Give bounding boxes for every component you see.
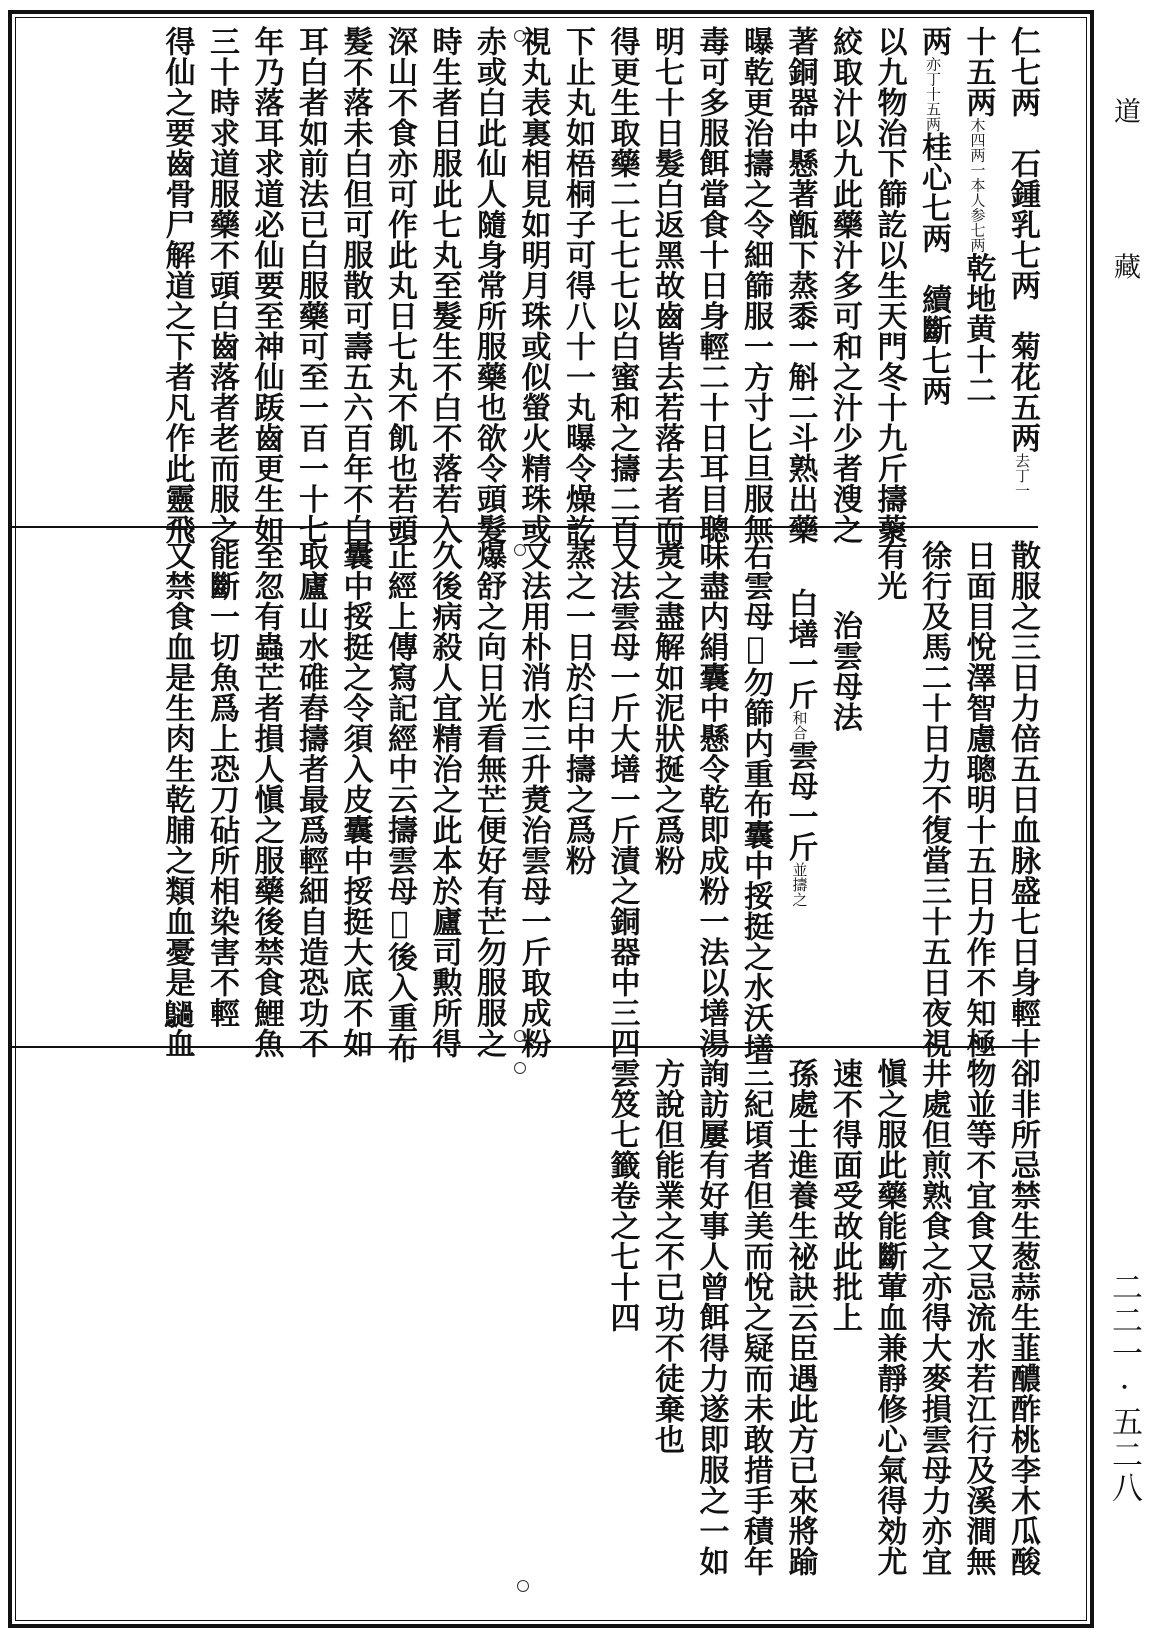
- punctuation-circle: [514, 544, 526, 556]
- text-column: 散服之三日力倍五日血脉盛七日身輕十: [1005, 540, 1040, 1059]
- text-column: 又法用朴消水三升煑治雲母一斤取成粉: [515, 540, 551, 1059]
- text-column: 取廬山水碓舂擣者最爲輕細自造恐功不: [293, 540, 328, 1059]
- text-column: 徐行及馬二十日力不復當三十五日夜視: [916, 540, 951, 1059]
- text-column: 三十時求道服藥不頭白齒落者老而服之: [204, 26, 239, 545]
- text-column: 明七十日髮白返黑故齒皆去若落去者而: [649, 26, 684, 545]
- text-column: 毒可多服餌當食十日身輕二十日耳目聰: [693, 26, 729, 545]
- text-column: 雲笈七籤卷之七十四: [604, 1058, 640, 1333]
- text-column: 两亦丁十五两桂心七两 續斷七两: [916, 26, 951, 406]
- text-column: 下止丸如梧桐子可得八十一丸曝令燥訖: [560, 26, 595, 545]
- text-column: 爆舒之向日光看無芒便好有芒勿服服之: [471, 540, 506, 1059]
- text-column: 治雲母法: [827, 610, 862, 732]
- punctuation-circle: [514, 30, 526, 42]
- text-column: 著銅器中懸著甑下蒸黍一斛二斗熟出藥: [782, 26, 818, 545]
- text-band-bottom: [54, 1058, 1044, 1614]
- text-column: 仁七两 石鍾乳七两 菊花五两去丁一: [1005, 26, 1040, 498]
- punctuation-circle: [514, 1030, 526, 1042]
- punctuation-circle: [514, 1062, 526, 1074]
- text-column: 有光: [871, 540, 907, 601]
- text-column: 以九物治下篩訖以生天門冬十九斤擣藂: [871, 26, 907, 545]
- text-band-middle: [54, 540, 1044, 1064]
- text-column: 速不得面受故此批上: [827, 1058, 862, 1333]
- text-column: 年乃落耳求道必仙要至神仙䟦齒更生如: [248, 26, 284, 545]
- text-column: 久後病殺人宜精治之此本於廬司勲所得: [426, 540, 462, 1059]
- text-column: 曝乾更治擣之令細篩服一方寸匕旦服無: [738, 26, 773, 545]
- text-column: 蒸之一日於臼中擣之爲粉: [560, 540, 595, 876]
- text-column: 物並等不宜食又忌流水若江行及溪澗無: [960, 1058, 996, 1577]
- text-column: 三紀頃者但美而悅之疑而未敢措手積年: [738, 1058, 773, 1577]
- text-column: 十五两木四两一本人参七两乾地黄十二: [960, 26, 996, 405]
- text-column: 赤或白此仙人隨身常所服藥也欲令頭髮: [471, 26, 506, 545]
- text-column: 右雲母𪋤勿篩内重布囊中挼挺之水沃墡: [738, 540, 773, 1064]
- text-column: 得仙之要齒骨尸解道之下者凡作此靈飛: [159, 26, 195, 545]
- punctuation-circle: [517, 1580, 529, 1592]
- margin-title: 道 藏: [1109, 96, 1140, 340]
- text-column: 白墡一斤和合雲母一斤並擣之: [782, 588, 818, 907]
- text-column: 日面目悅澤智慮聰明十五日力作不知極: [960, 540, 996, 1059]
- text-column: 愼之服此藥能斷葷血兼靜修心氣得効尤: [871, 1058, 907, 1577]
- text-column: 正經上傳寫記經中云擣雲母𪋤後入重布: [382, 540, 417, 1064]
- text-column: 井處但煎熟食之亦得大麥損雲母力亦宜: [916, 1058, 951, 1577]
- text-column: 囊中挼挺之令須入皮囊中挼挺大底不如: [337, 540, 373, 1059]
- text-column: 至忽有蟲芒者損人愼之服藥後禁食鯉魚: [248, 540, 284, 1059]
- text-column: 詢訪屢有好事人曾餌得力遂即服之一如: [693, 1058, 729, 1577]
- margin-page-number: 二二一 · 五二八: [1106, 1271, 1142, 1505]
- text-column: 方說但能業之不已功不徒棄也: [649, 1058, 684, 1455]
- text-column: 時生者日服此七丸至髮生不白不落若入: [426, 26, 462, 545]
- text-column: 視丸表裏相見如明月珠或似螢火精珠或: [515, 26, 551, 545]
- text-column: 能斷一切魚爲上恐刀砧所相染害不輕: [204, 540, 239, 1028]
- text-column: 卻非所忌禁生葱蒜生韮醲酢桃李木瓜酸: [1005, 1058, 1040, 1577]
- text-column: 味盡内絹囊中懸令乾即成粉一法以墡湯: [693, 540, 729, 1059]
- text-column: 絞取汁以九此藥汁多可和之汁少者溲之: [827, 26, 862, 545]
- text-band-top: [54, 26, 1044, 545]
- text-column: 又法雲母一斤大墡一斤漬之銅器中三四: [604, 540, 640, 1059]
- text-column: 煑之盡解如泥狀挻之爲粉: [649, 540, 684, 876]
- text-column: 深山不食亦可作此丸日七丸不飢也若頭: [382, 26, 417, 545]
- text-column: 髮不落未白但可服散可壽五六百年不白: [337, 26, 373, 545]
- text-column: 得更生取藥二七七七以白蜜和之擣二百: [604, 26, 640, 545]
- text-column: 又禁食血是生肉生乾脯之類血憂是𪇍血: [159, 540, 195, 1059]
- text-column: 孫處士進養生祕訣云臣遇此方已來將踰: [782, 1058, 818, 1577]
- text-column: 耳白者如前法已白服藥可至一百一十七: [293, 26, 328, 545]
